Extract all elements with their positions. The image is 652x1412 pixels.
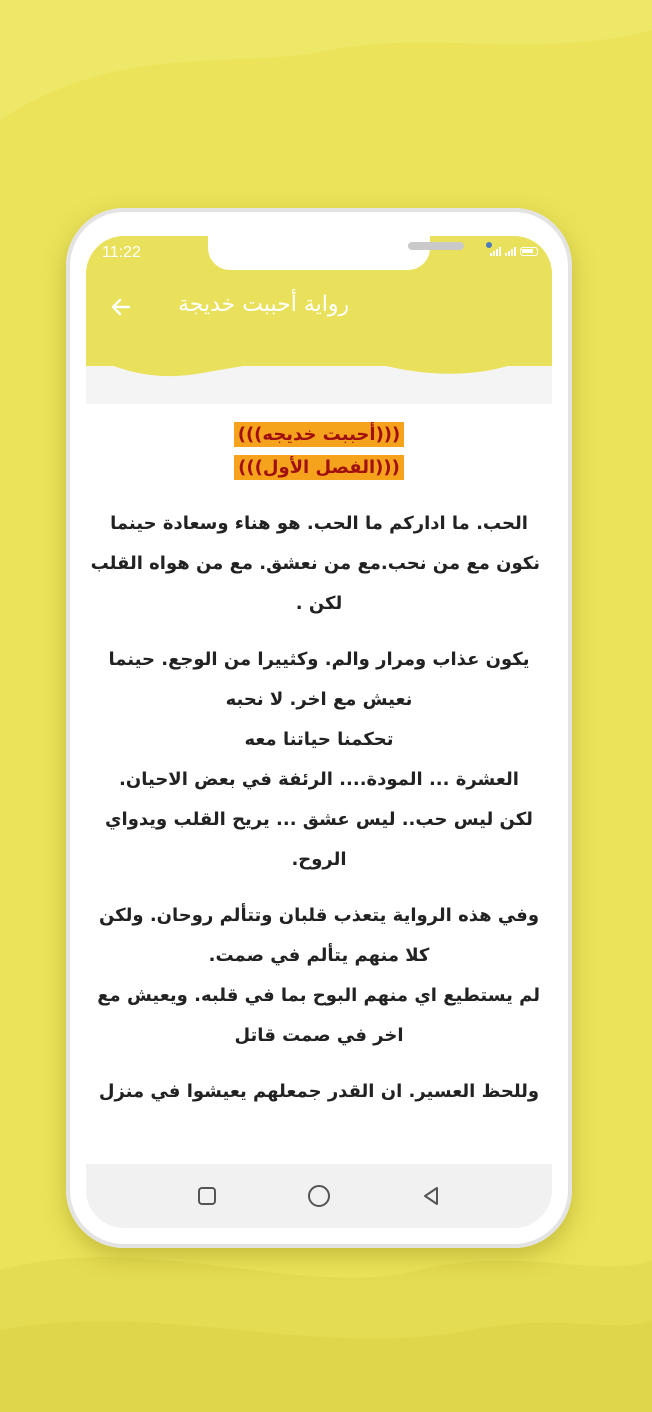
back-button[interactable] bbox=[104, 290, 138, 324]
text-line: الحب. ما اداركم ما الحب. هو هناء وسعادة حينما bbox=[110, 513, 528, 534]
chapter-content[interactable] bbox=[86, 404, 552, 1164]
app-bar bbox=[86, 278, 552, 338]
system-nav-bar bbox=[86, 1164, 552, 1228]
circle-icon bbox=[306, 1183, 332, 1209]
status-time: 11:22 bbox=[102, 244, 141, 261]
phone-frame bbox=[66, 208, 572, 1248]
system-back-button[interactable] bbox=[413, 1178, 449, 1214]
text-line: اخر في صمت قاتل bbox=[234, 1025, 404, 1046]
status-icons bbox=[490, 246, 538, 256]
signal-icon bbox=[490, 246, 501, 256]
text-line: وفي هذه الرواية يتعذب قلبان وتتألم روحان. ولكن bbox=[98, 905, 540, 926]
chapter-headings bbox=[86, 404, 552, 484]
text-line: كلا منهم يتألم في صمت. bbox=[208, 945, 430, 966]
text-line: تحكمنا حياتنا معه bbox=[244, 729, 394, 750]
text-line: لكن ليس حب.. ليس عشق ... يريح القلب ويدواي bbox=[105, 809, 533, 830]
text-line: العشرة ... المودة.... الرئفة في بعض الاحيان. bbox=[119, 769, 519, 790]
paragraph bbox=[98, 640, 540, 880]
text-line: وللحظ العسير. ان القدر جمعلهم يعيشوا في منزل bbox=[98, 1081, 540, 1102]
text-line: لم يستطيع اي منهم البوح بما في قلبه. ويعيش مع bbox=[97, 985, 540, 1006]
square-icon bbox=[196, 1185, 218, 1207]
phone-screen bbox=[86, 236, 552, 1228]
triangle-back-icon bbox=[420, 1185, 442, 1207]
text-line: يكون عذاب ومرار والم. وكثييرا من الوجع. حينما bbox=[108, 649, 530, 670]
home-button[interactable] bbox=[301, 1178, 337, 1214]
paragraph bbox=[98, 896, 540, 1056]
text-line: الروح. bbox=[291, 849, 347, 870]
chapter-text bbox=[86, 484, 552, 1112]
novel-title-heading: (((أحببت خديجه))) bbox=[234, 422, 405, 447]
chapter-heading: (((الفصل الأول))) bbox=[234, 455, 404, 480]
app-title: رواية أحببت خديجة bbox=[178, 292, 350, 317]
paragraph bbox=[90, 504, 540, 624]
phone-notch bbox=[208, 236, 430, 270]
recents-button[interactable] bbox=[189, 1178, 225, 1214]
speaker-grille bbox=[408, 242, 464, 250]
signal-icon-2 bbox=[505, 246, 516, 256]
text-line: نعيش مع اخر. لا نحبه bbox=[225, 689, 413, 710]
text-line: لكن . bbox=[295, 593, 343, 614]
paragraph bbox=[98, 1072, 540, 1112]
battery-icon bbox=[520, 247, 538, 256]
arrow-left-icon bbox=[109, 295, 133, 319]
text-line: نكون مع من نحب.مع من نعشق. مع من هواه القلب bbox=[90, 553, 540, 574]
